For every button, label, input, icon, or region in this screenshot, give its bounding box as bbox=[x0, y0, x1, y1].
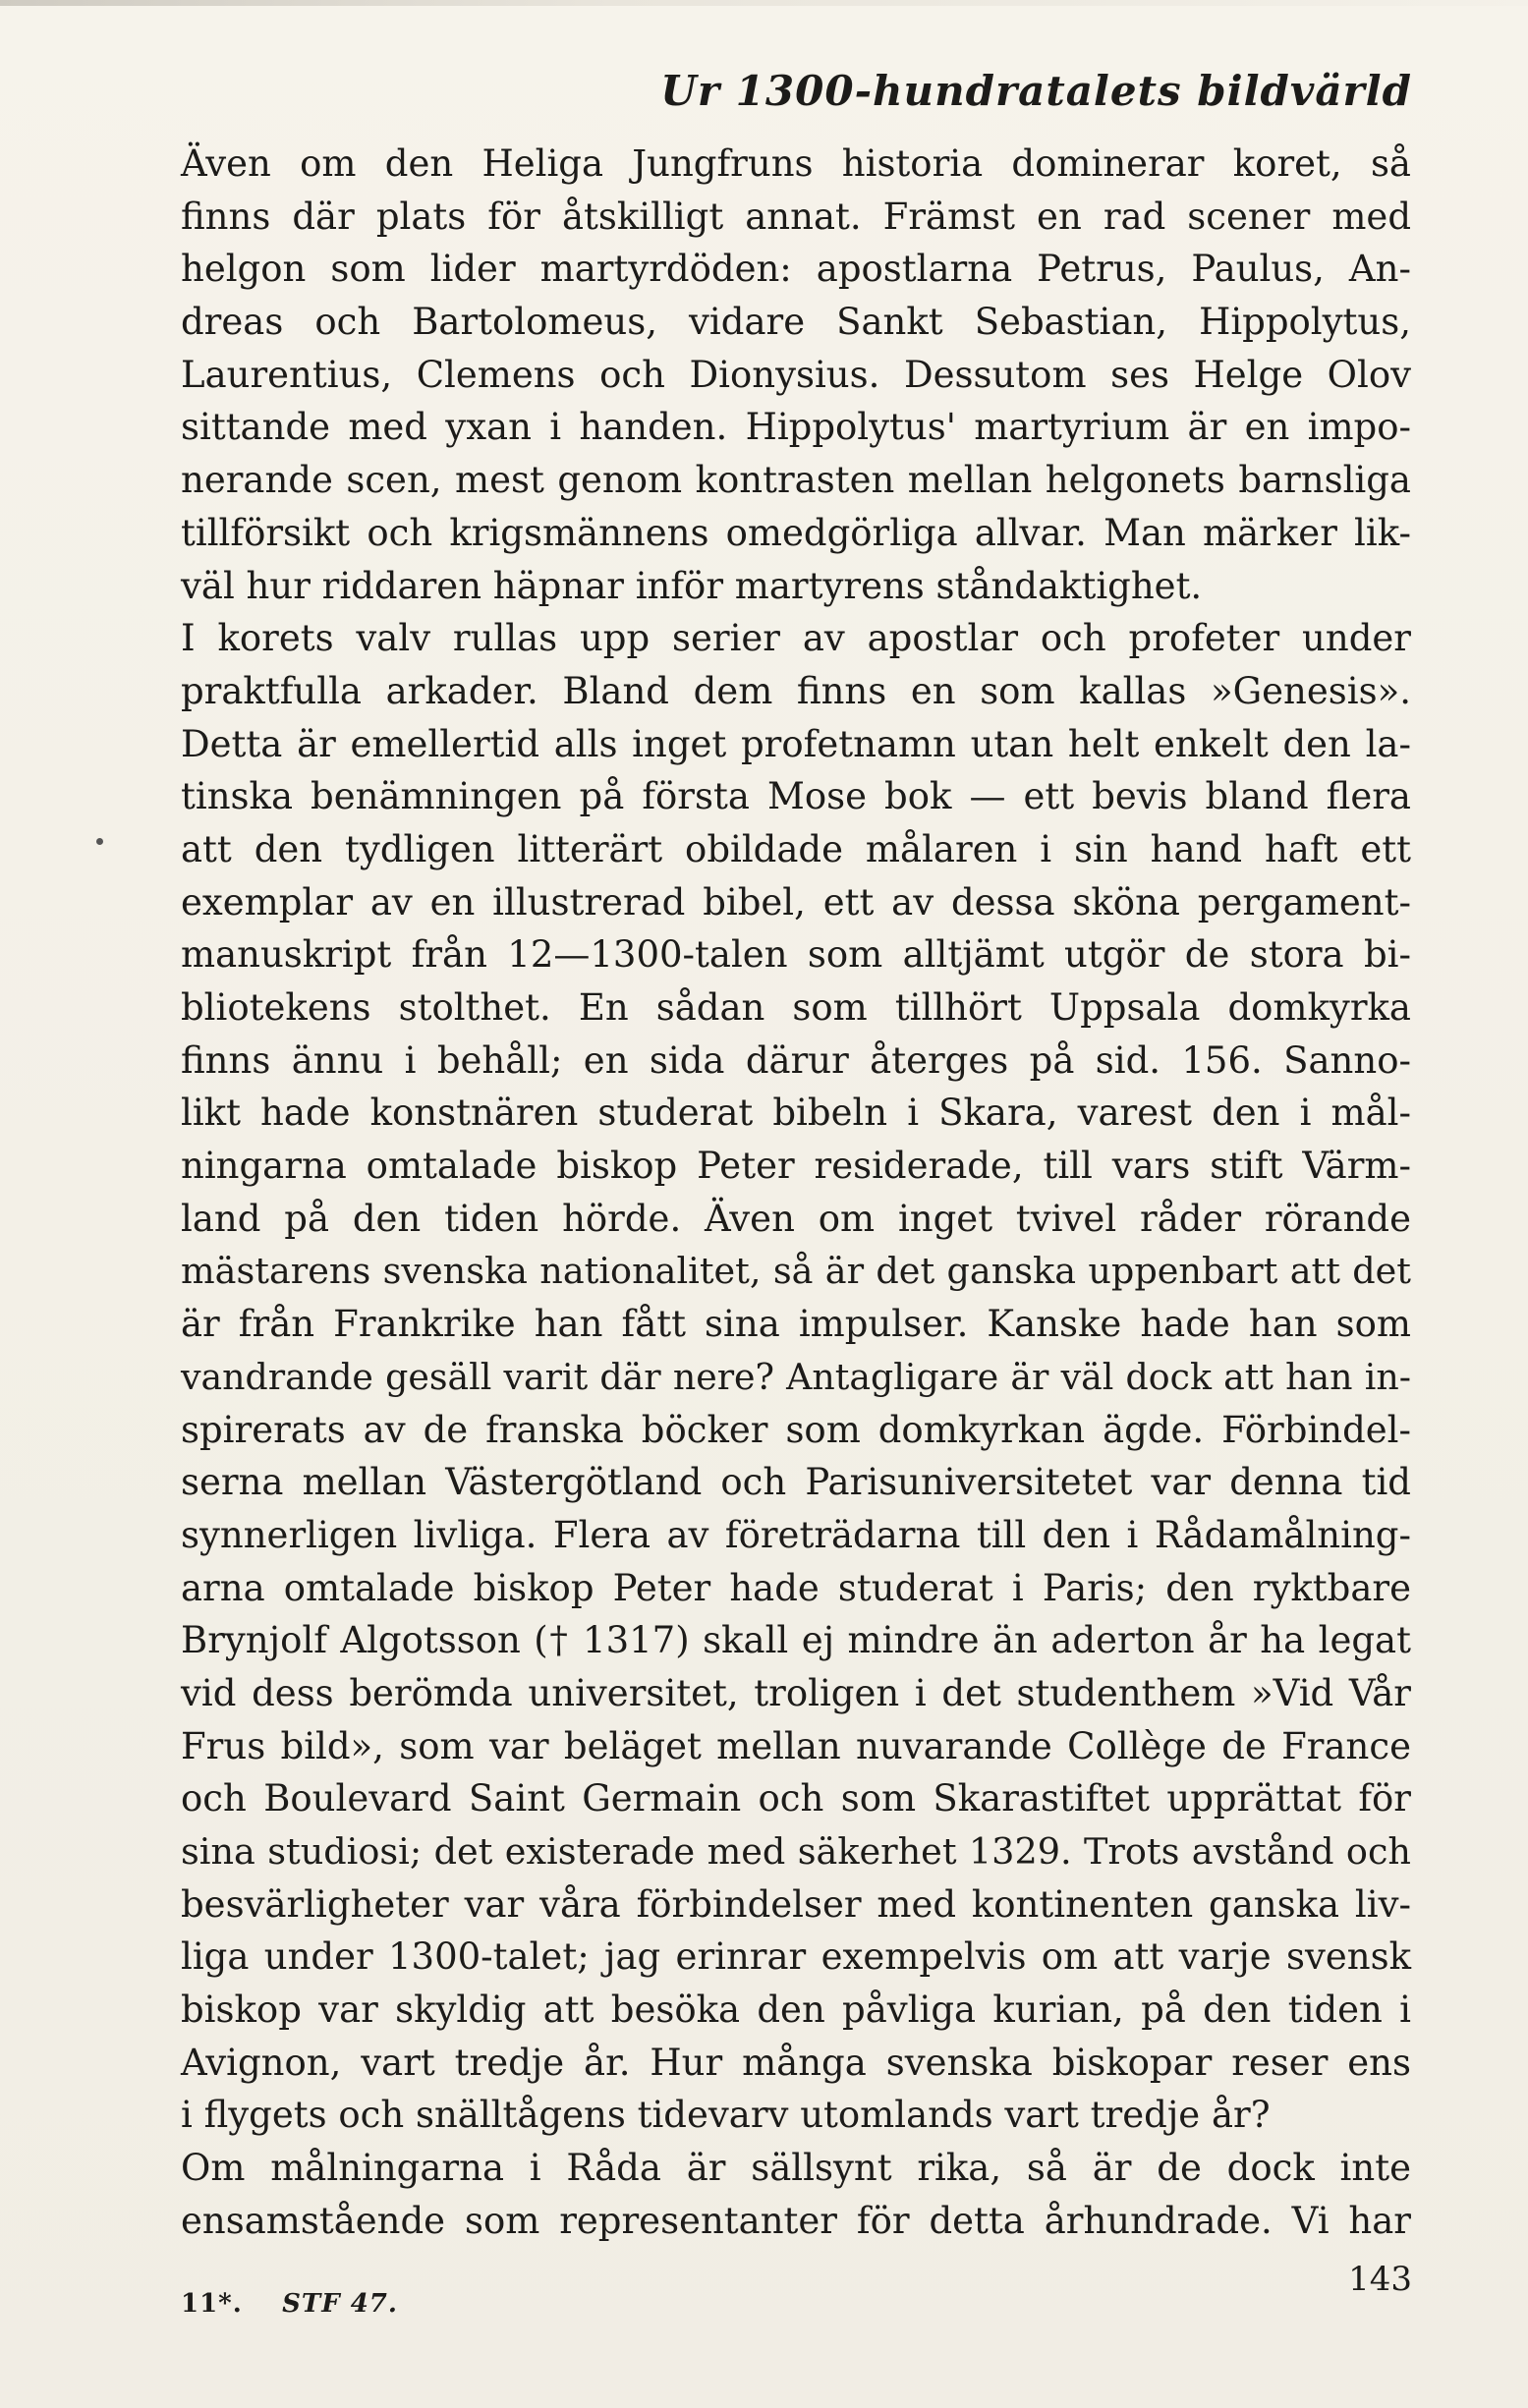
page-number: 143 bbox=[1348, 2260, 1412, 2299]
text-line: är från Frankrike han fått sina impulser. Kanske hade han som bbox=[181, 1303, 1411, 1346]
text-line: likt hade konstnären studerat bibeln i Skara, varest den i mål- bbox=[181, 1092, 1411, 1135]
signature-mark bbox=[181, 2289, 398, 2319]
text-line: Om målningarna i Råda är sällsynt rika, så är de dock inte bbox=[181, 2147, 1411, 2190]
text-line: mästarens svenska nationalitet, så är det ganska uppenbart att det bbox=[181, 1250, 1411, 1293]
text-line: Brynjolf Algotsson († 1317) skall ej mindre än aderton år ha legat bbox=[181, 1619, 1411, 1662]
text-line: nerande scen, mest genom kontrasten mellan helgonets barnsliga bbox=[181, 459, 1411, 502]
text-line: finns ännu i behåll; en sida därur återges på sid. 156. Sanno- bbox=[181, 1038, 1411, 1082]
signature-number: 11*. bbox=[181, 2289, 243, 2319]
series-mark: STF 47. bbox=[282, 2289, 398, 2319]
text-line: spirerats av de franska böcker som domkyrkan ägde. Förbindel- bbox=[181, 1408, 1411, 1451]
text-line: ningarna omtalade biskop Peter residerade, till vars stift Värm- bbox=[181, 1145, 1411, 1188]
text-line: helgon som lider martyrdöden: apostlarna Petrus, Paulus, An- bbox=[181, 248, 1411, 291]
text-line: land på den tiden hörde. Även om inget tvivel råder rörande bbox=[181, 1197, 1411, 1240]
running-head: Ur 1300-hundratalets bildvärld bbox=[660, 67, 1412, 115]
text-line: serna mellan Västergötland och Parisuniversitetet var denna tid bbox=[181, 1461, 1411, 1504]
text-line: Laurentius, Clemens och Dionysius. Dessutom ses Helge Olov bbox=[181, 353, 1411, 396]
text-line: arna omtalade biskop Peter hade studerat i Paris; den ryktbare bbox=[181, 1566, 1411, 1609]
text-line: att den tydligen litterärt obildade målaren i sin hand haft ett bbox=[181, 827, 1411, 870]
text-line: ensamstående som representanter för detta århundrade. Vi har bbox=[181, 2199, 1411, 2242]
text-line: Även om den Heliga Jungfruns historia dominerar koret, så bbox=[181, 142, 1411, 185]
margin-speck bbox=[96, 838, 103, 845]
text-line: vandrande gesäll varit där nere? Antagligare är väl dock att han in- bbox=[181, 1355, 1411, 1398]
page-top-edge bbox=[0, 0, 1528, 6]
text-line: vid dess berömda universitet, troligen i det studenthem »Vid Vår bbox=[181, 1671, 1411, 1714]
text-line: och Boulevard Saint Germain och som Skarastiftet upprättat för bbox=[181, 1777, 1411, 1820]
text-line: Frus bild», som var beläget mellan nuvarande Collège de France bbox=[181, 1724, 1411, 1767]
text-line: synnerligen livliga. Flera av företrädarna till den i Rådamålning- bbox=[181, 1513, 1411, 1556]
text-line: sina studiosi; det existerade med säkerhet 1329. Trots avstånd och bbox=[181, 1830, 1411, 1873]
text-line: finns där plats för åtskilligt annat. Främst en rad scener med bbox=[181, 195, 1411, 238]
paragraph-3 bbox=[181, 2142, 1411, 2247]
text-line: i flygets och snälltågens tidevarv utomlands vart tredje år? bbox=[181, 2094, 1271, 2137]
text-line: exemplar av en illustrerad bibel, ett av dessa sköna pergament- bbox=[181, 880, 1411, 924]
text-line: liga under 1300-talet; jag erinrar exempelvis om att varje svensk bbox=[181, 1935, 1411, 1979]
body-text bbox=[181, 138, 1411, 2248]
text-line: praktfulla arkader. Bland dem finns en som kallas »Genesis». bbox=[181, 669, 1411, 712]
text-line: Detta är emellertid alls inget profetnamn utan helt enkelt den la- bbox=[181, 722, 1411, 765]
text-line: I korets valv rullas upp serier av apostlar och profeter under bbox=[181, 617, 1411, 660]
paragraph-1 bbox=[181, 138, 1411, 612]
paragraph-2 bbox=[181, 612, 1411, 2142]
text-line: biskop var skyldig att besöka den påvliga kurian, på den tiden i bbox=[181, 1988, 1411, 2032]
text-line: tillförsikt och krigsmännens omedgörliga allvar. Man märker lik- bbox=[181, 511, 1411, 554]
text-line: sittande med yxan i handen. Hippolytus' martyrium är en impo- bbox=[181, 406, 1411, 449]
text-line: bliotekens stolthet. En sådan som tillhört Uppsala domkyrka bbox=[181, 986, 1411, 1029]
text-line: besvärligheter var våra förbindelser med kontinenten ganska liv- bbox=[181, 1882, 1411, 1926]
text-line: manuskript från 12—1300-talen som alltjämt utgör de stora bi- bbox=[181, 933, 1411, 977]
text-line: väl hur riddaren häpnar inför martyrens ståndaktighet. bbox=[181, 564, 1203, 607]
text-line: Avignon, vart tredje år. Hur många svenska biskopar reser ens bbox=[181, 2041, 1411, 2084]
text-line: tinska benämningen på första Mose bok — ett bevis bland flera bbox=[181, 775, 1411, 818]
text-line: dreas och Bartolomeus, vidare Sankt Sebastian, Hippolytus, bbox=[181, 301, 1411, 344]
